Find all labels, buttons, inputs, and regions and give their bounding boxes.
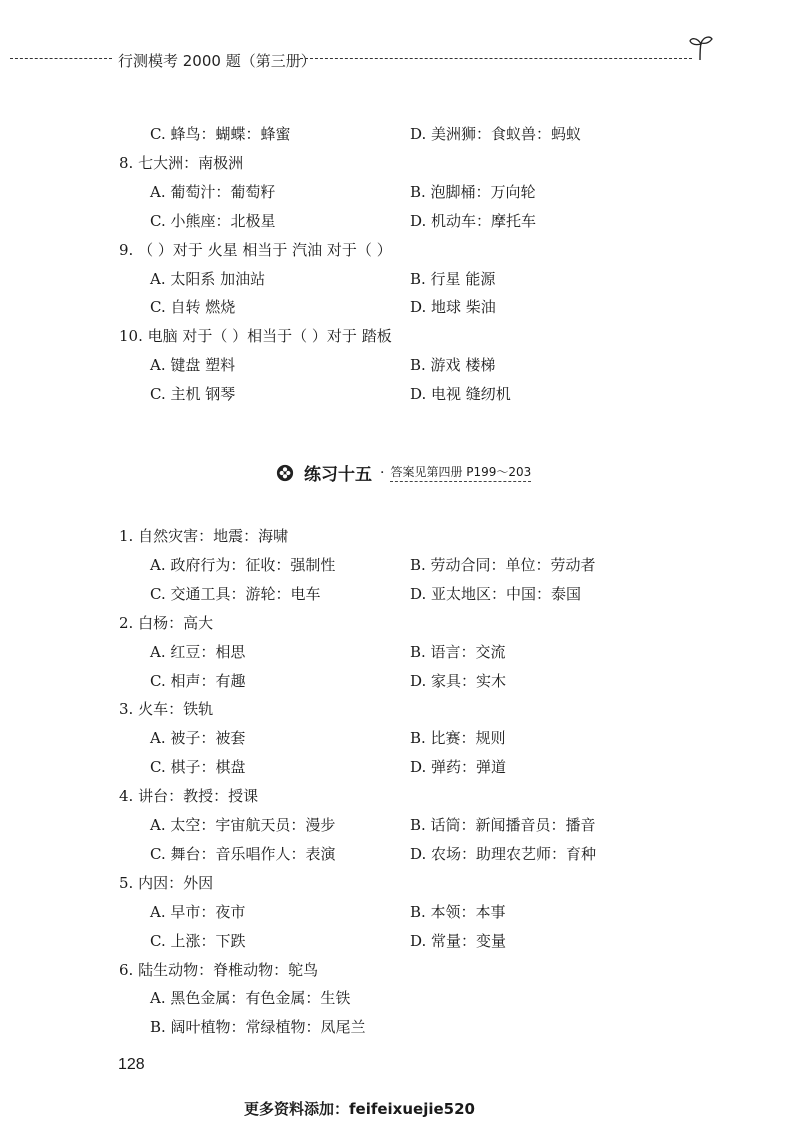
answer-option: C. 蜂鸟：蝴蝶：蜂蜜 <box>150 125 291 143</box>
answer-option: D. 电视 缝纫机 <box>410 385 511 404</box>
section-heading <box>276 460 531 485</box>
answer-option: B. 阔叶植物：常绿植物：凤尾兰 <box>150 1018 366 1037</box>
answer-option: C. 上涨：下跌 <box>150 931 246 950</box>
question-stem: 1. 自然灾害：地震：海啸 <box>119 527 289 545</box>
answer-option: A. 键盘 塑料 <box>150 356 236 375</box>
question-stem: 4. 讲台：教授：授课 <box>119 787 259 806</box>
question-stem: 10. 电脑 对于（ ）相当于（ ）对于 踏板 <box>119 327 392 346</box>
answer-option: A. 太空：宇宙航天员：漫步 <box>150 816 336 834</box>
answer-option: A. 被子：被套 <box>150 729 246 748</box>
answer-option: D. 地球 柴油 <box>410 298 496 317</box>
answer-option: D. 家具：实木 <box>410 671 507 690</box>
header-title: 行测模考 2000 题（第三册） <box>118 52 316 70</box>
answer-option: C. 棋子：棋盘 <box>150 758 246 777</box>
answer-option: C. 相声：有趣 <box>150 671 246 690</box>
answer-option: B. 比赛：规则 <box>410 729 506 748</box>
answer-option: A. 葡萄汁：葡萄籽 <box>150 182 276 201</box>
answer-option: A. 政府行为：征收：强制性 <box>150 555 336 574</box>
answer-option: D. 美洲狮：食蚁兽：蚂蚁 <box>410 125 582 143</box>
question-stem: 3. 火车：铁轨 <box>119 700 214 719</box>
answer-option: B. 语言：交流 <box>410 642 506 661</box>
answer-option: B. 游戏 楼梯 <box>410 356 496 375</box>
footer-contact: 更多资料添加：feifeixuejie520 <box>244 1100 475 1118</box>
answer-option: C. 主机 钢琴 <box>150 385 236 404</box>
answer-option: A. 早市：夜市 <box>150 902 246 921</box>
answer-option: B. 劳动合同：单位：劳动者 <box>410 555 596 574</box>
question-stem: 2. 白杨：高大 <box>119 613 214 632</box>
question-stem: 8. 七大洲：南极洲 <box>119 153 244 172</box>
page-number: 128 <box>118 1056 145 1073</box>
header-rule-left <box>10 58 112 59</box>
answer-option: A. 黑色金属：有色金属：生铁 <box>150 989 351 1008</box>
answer-option: D. 弹药：弹道 <box>410 758 507 777</box>
answer-option: B. 行星 能源 <box>410 269 496 288</box>
section-dot: · <box>380 464 385 481</box>
answer-option: D. 机动车：摩托车 <box>410 211 537 230</box>
answer-option: C. 自转 燃烧 <box>150 298 236 317</box>
answer-option: C. 交通工具：游轮：电车 <box>150 584 321 603</box>
answer-option: A. 红豆：相思 <box>150 642 246 661</box>
flower-icon <box>276 464 294 482</box>
answer-option: B. 话筒：新闻播音员：播音 <box>410 816 596 834</box>
question-stem: 9. （ ）对于 火星 相当于 汽油 对于（ ） <box>119 240 392 259</box>
question-stem: 6. 陆生动物：脊椎动物：鸵鸟 <box>119 960 319 979</box>
sprout-icon <box>688 34 714 62</box>
answer-reference: 答案见第四册 P199～203 <box>390 463 531 482</box>
answer-option: D. 亚太地区：中国：泰国 <box>410 584 582 603</box>
answer-option: B. 泡脚桶：万向轮 <box>410 182 536 201</box>
answer-option: D. 农场：助理农艺师：育种 <box>410 844 597 863</box>
answer-option: C. 小熊座：北极星 <box>150 211 276 230</box>
header-rule-right <box>300 58 692 59</box>
section-title: 练习十五 <box>304 465 372 485</box>
answer-option: A. 太阳系 加油站 <box>150 269 266 288</box>
answer-option: D. 常量：变量 <box>410 931 507 950</box>
answer-option: B. 本领：本事 <box>410 902 506 921</box>
answer-option: C. 舞台：音乐唱作人：表演 <box>150 844 336 863</box>
question-stem: 5. 内因：外因 <box>119 873 214 892</box>
